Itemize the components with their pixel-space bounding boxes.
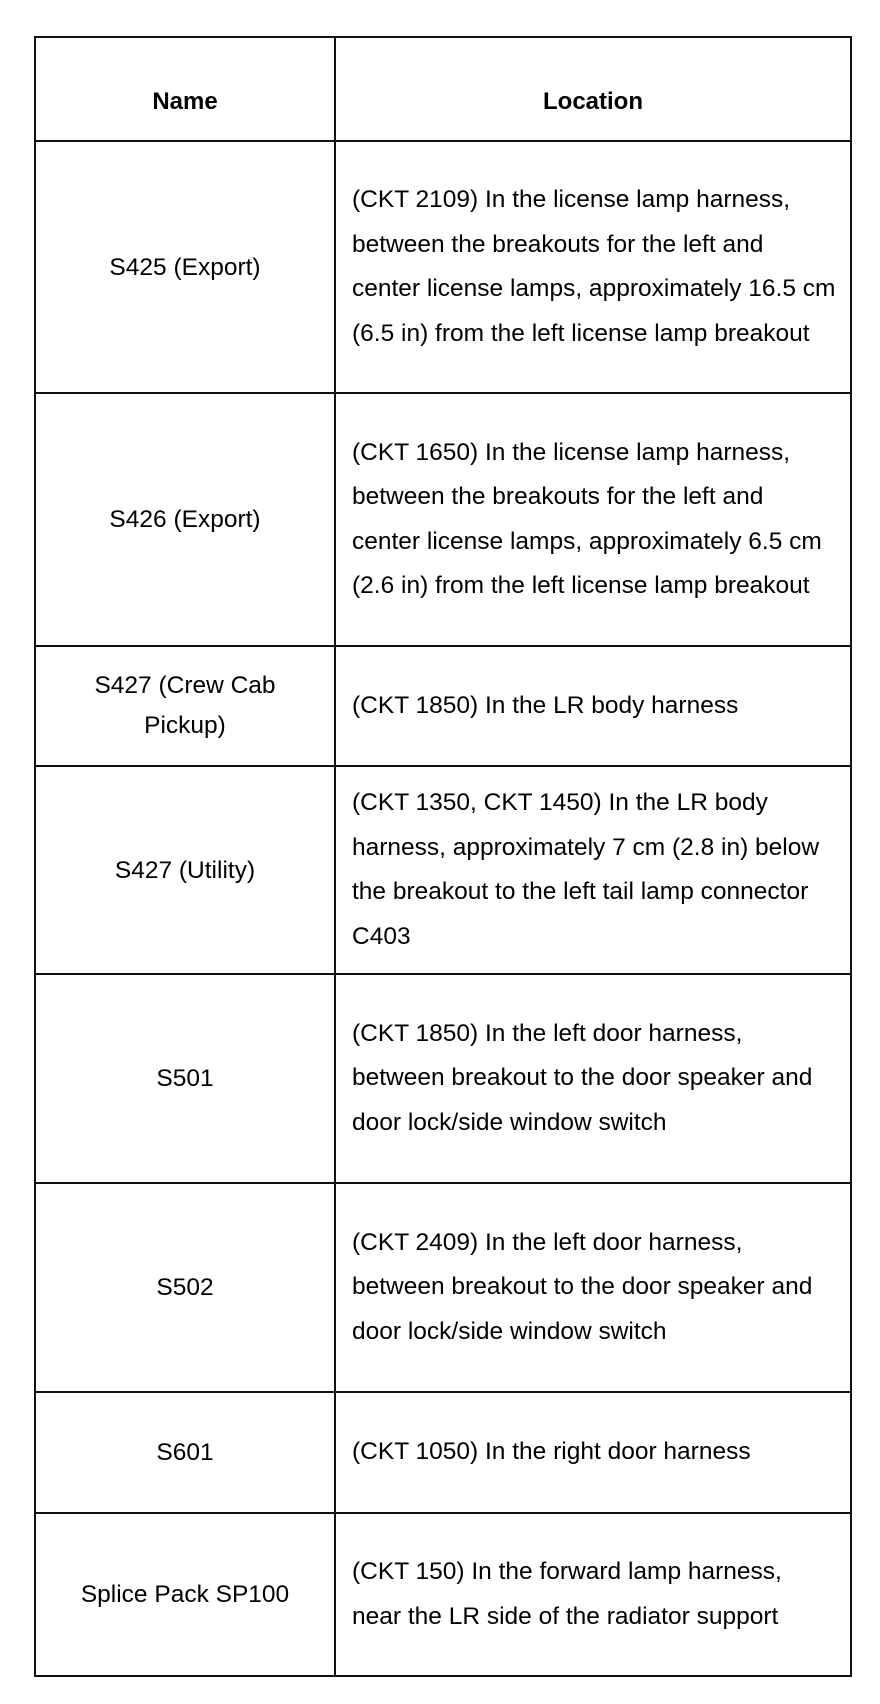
cell-location: (CKT 1850) In the left door harness, between breakout to the door speaker and door lock/side window switch xyxy=(335,974,851,1183)
cell-name: S502 xyxy=(35,1183,335,1392)
splice-location-table xyxy=(34,36,852,1677)
table-row xyxy=(35,974,851,1183)
cell-location: (CKT 150) In the forward lamp harness, near the LR side of the radiator support xyxy=(335,1513,851,1676)
table-row xyxy=(35,1183,851,1392)
cell-name: S427 (Utility) xyxy=(35,766,335,974)
column-header-location: Location xyxy=(335,37,851,141)
cell-location: (CKT 2409) In the left door harness, between breakout to the door speaker and door lock/side window switch xyxy=(335,1183,851,1392)
cell-location: (CKT 1650) In the license lamp harness, between the breakouts for the left and center license lamps, approximately 6.5 cm (2.6 in) from the left license lamp breakout xyxy=(335,393,851,646)
cell-location: (CKT 1850) In the LR body harness xyxy=(335,646,851,766)
column-header-name: Name xyxy=(35,37,335,141)
table-row xyxy=(35,141,851,393)
cell-name: S427 (Crew Cab Pickup) xyxy=(35,646,335,766)
table-row xyxy=(35,646,851,766)
cell-name: S501 xyxy=(35,974,335,1183)
cell-location: (CKT 1350, CKT 1450) In the LR body harness, approximately 7 cm (2.8 in) below the breakout to the left tail lamp connector C403 xyxy=(335,766,851,974)
table-row xyxy=(35,766,851,974)
cell-name: S601 xyxy=(35,1392,335,1513)
table-header-row xyxy=(35,37,851,141)
cell-location: (CKT 1050) In the right door harness xyxy=(335,1392,851,1513)
table-row xyxy=(35,1513,851,1676)
cell-name: S425 (Export) xyxy=(35,141,335,393)
cell-name: Splice Pack SP100 xyxy=(35,1513,335,1676)
cell-location: (CKT 2109) In the license lamp harness, between the breakouts for the left and center license lamps, approximately 16.5 cm (6.5 in) from the left license lamp breakout xyxy=(335,141,851,393)
table-row xyxy=(35,393,851,646)
splice-location-table-container xyxy=(34,36,850,1677)
table-row xyxy=(35,1392,851,1513)
cell-name: S426 (Export) xyxy=(35,393,335,646)
